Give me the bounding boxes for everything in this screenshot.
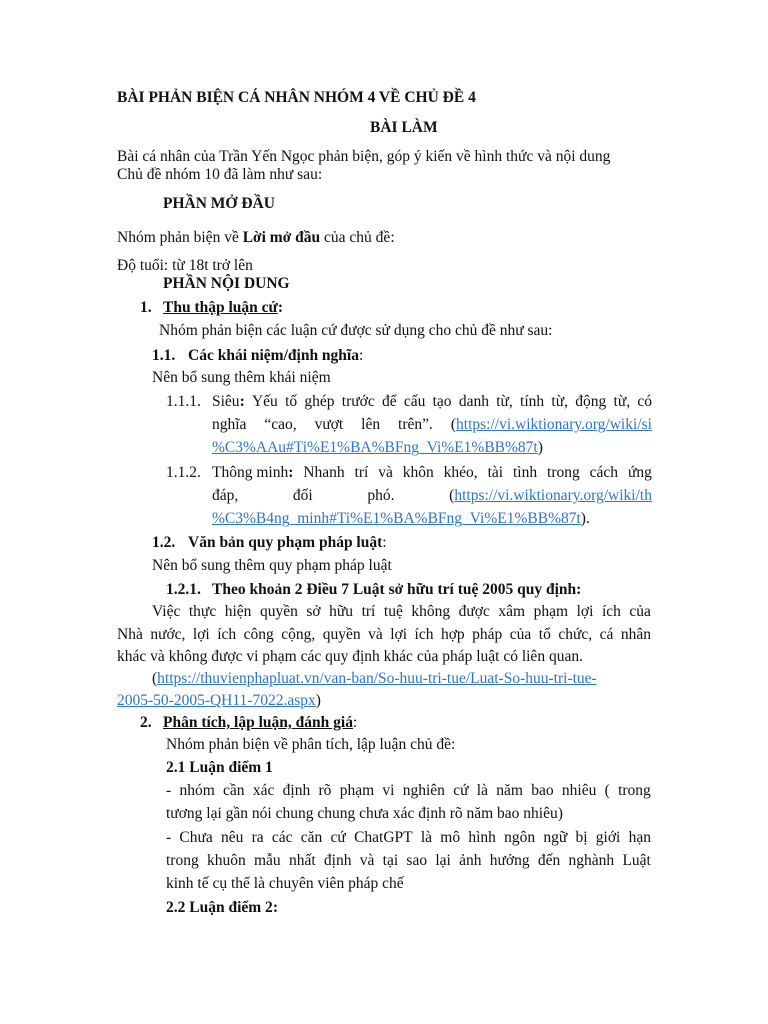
thuvienphapluat-link-cont[interactable]: 2005-50-2005-QH11-7022.aspx	[117, 692, 316, 709]
section-1-2-title: Văn bản quy phạm pháp luật:	[188, 534, 387, 551]
law-source-line-1: (https://thuvienphapluat.vn/van-ban/So-huu-tri-tue/Luat-So-huu-tri-tue-	[152, 670, 597, 687]
item-1-1-2-number: 1.1.2.	[166, 464, 201, 481]
opening-heading: PHẦN MỞ ĐẦU	[163, 195, 275, 212]
document-subtitle: BÀI LÀM	[370, 119, 438, 136]
wiktionary-link-sieu[interactable]: https://vi.wiktionary.org/wiki/si	[456, 416, 652, 433]
item-1-1-1-line-3: %C3%AAu#Ti%E1%BA%BFng_Vi%E1%BB%87t)	[212, 439, 543, 456]
point-2-1-bullet-2-line-2: trong khuôn mẫu nhất định và tại sao lại ảnh hưởng đến nghành Luật	[166, 852, 651, 869]
item-1-1-1-number: 1.1.1.	[166, 393, 201, 410]
item-1-1-1-line-2: nghĩa “cao, vượt lên trên”. (https://vi.wiktionary.org/wiki/si	[212, 416, 652, 433]
section-1-1-note: Nên bổ sung thêm khái niệm	[152, 369, 331, 386]
section-1-intro: Nhóm phản biện các luận cứ được sử dụng cho chủ đề như sau:	[159, 322, 553, 339]
law-paragraph-line-2: Nhà nước, lợi ích công cộng, quyền và lợi ích hợp pháp của tổ chức, cá nhân	[117, 626, 651, 643]
item-link-line: (https://vi.wiktionary.org/wiki/si	[450, 416, 652, 433]
item-1-1-1-line-1: Siêu: Yếu tố ghép trước để cấu tạo danh từ, tính từ, động từ, có	[212, 393, 652, 410]
section-1-2-number: 1.2.	[152, 534, 176, 551]
law-paragraph-line-1: Việc thực hiện quyền sở hữu trí tuệ không được xâm phạm lợi ích của	[152, 603, 651, 620]
item-link-line: (https://vi.wiktionary.org/wiki/th	[449, 487, 652, 504]
opening-line: Nhóm phản biện về Lời mở đầu của chủ đề:	[117, 229, 395, 246]
section-1-number: 1.	[140, 299, 152, 316]
item-1-1-2-line-2: đáp, đối phó. (https://vi.wiktionary.org/wiki/th	[212, 487, 652, 504]
section-1-1-title: Các khái niệm/định nghĩa:	[188, 347, 364, 364]
wiktionary-link-sieu-cont[interactable]: %C3%AAu#Ti%E1%BA%BFng_Vi%E1%BB%87t	[212, 439, 538, 456]
section-1-2-1-number: 1.2.1.	[166, 581, 201, 598]
point-2-1-bullet-1-line-2: tương lại gần nói chung chung chưa xác định rõ năm bao nhiêu)	[166, 805, 563, 822]
point-2-1-bullet-2-line-3: kinh tế cụ thể là chuyên viên pháp chế	[166, 875, 404, 892]
item-term: Siêu:	[212, 393, 245, 410]
section-2-intro: Nhóm phản biện về phân tích, lập luận chủ đề:	[166, 736, 456, 753]
section-2-title: Phân tích, lập luận, đánh giá:	[163, 714, 358, 731]
item-term: Thông minh:	[212, 464, 294, 481]
thuvienphapluat-link[interactable]: https://thuvienphapluat.vn/van-ban/So-huu-tri-tue/Luat-So-huu-tri-tue-	[157, 670, 597, 687]
item-1-1-2-line-1: Thông minh: Nhanh trí và khôn khéo, tài tình trong cách ứng	[212, 464, 652, 481]
point-2-1-bullet-1-line-1: - nhóm cần xác định rõ phạm vi nghiên cứ là năm bao nhiêu ( trong	[166, 782, 651, 799]
item-1-1-2-line-3: %C3%B4ng_minh#Ti%E1%BA%BFng_Vi%E1%BB%87t).	[212, 510, 590, 527]
law-source-line-2: 2005-50-2005-QH11-7022.aspx)	[117, 692, 321, 709]
intro-line-2: Chủ đề nhóm 10 đã làm như sau:	[117, 166, 323, 183]
document-title: BÀI PHẢN BIỆN CÁ NHÂN NHÓM 4 VỀ CHỦ ĐỀ 4	[117, 89, 476, 106]
point-2-2-title: 2.2 Luận điểm 2:	[166, 899, 278, 916]
opening-age: Độ tuổi: từ 18t trở lên	[117, 257, 253, 274]
intro-line-1: Bài cá nhân của Trần Yến Ngọc phản biện, góp ý kiến về hình thức và nội dung	[117, 148, 611, 165]
wiktionary-link-thong-minh-cont[interactable]: %C3%B4ng_minh#Ti%E1%BA%BFng_Vi%E1%BB%87t	[212, 510, 581, 527]
wiktionary-link-thong-minh[interactable]: https://vi.wiktionary.org/wiki/th	[454, 487, 652, 504]
section-2-number: 2.	[140, 714, 152, 731]
section-1-1-number: 1.1.	[152, 347, 176, 364]
point-2-1-bullet-2-line-1: - Chưa nêu ra các căn cứ ChatGPT là mô hình ngôn ngữ bị giới hạn	[166, 829, 651, 846]
content-heading: PHẦN NỘI DUNG	[163, 275, 290, 292]
point-2-1-title: 2.1 Luận điểm 1	[166, 759, 273, 776]
section-1-2-1-title: Theo khoản 2 Điều 7 Luật sở hữu trí tuệ 2005 quy định:	[212, 581, 582, 598]
section-1-2-note: Nên bổ sung thêm quy phạm pháp luật	[152, 557, 392, 574]
section-1-title: Thu thập luận cứ:	[163, 299, 284, 316]
law-paragraph-line-3: khác và không được vi phạm các quy định khác của pháp luật có liên quan.	[117, 648, 583, 665]
